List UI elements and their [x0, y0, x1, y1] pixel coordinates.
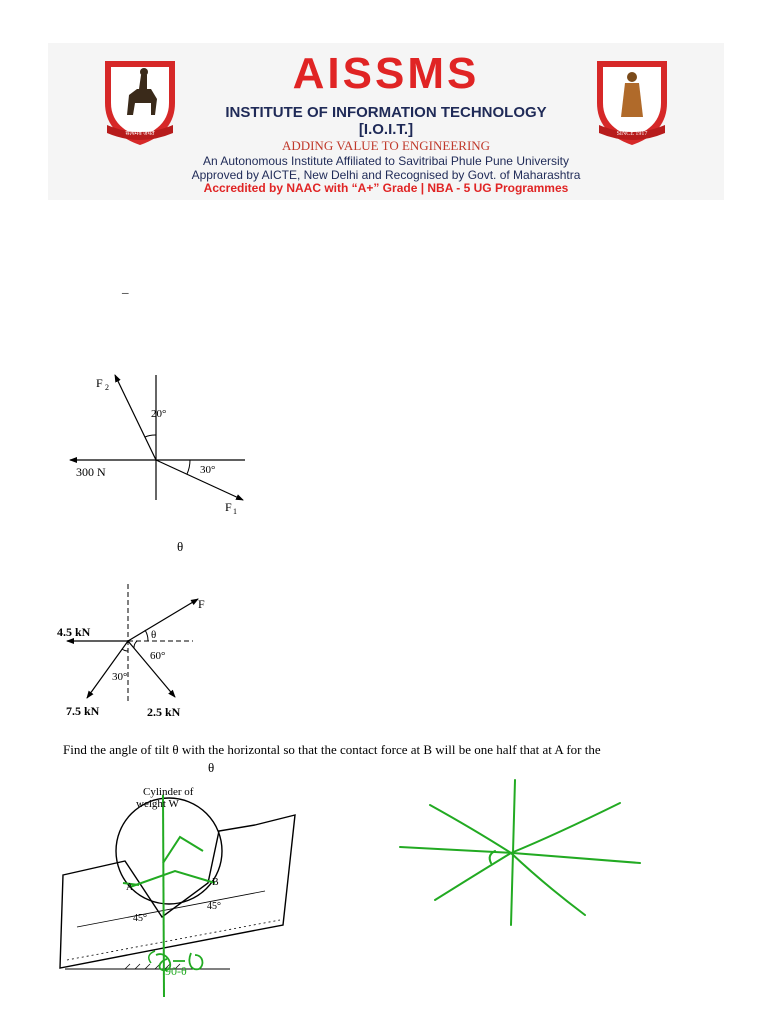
- label-weight: weight W: [136, 798, 179, 810]
- label-angle-20: 20°: [151, 408, 167, 420]
- label-f: F: [198, 597, 205, 611]
- institute-subtitle: INSTITUTE OF INFORMATION TECHNOLOGY: [225, 104, 547, 121]
- label-angle-60: 60°: [150, 650, 166, 662]
- label-angle-45-right: 45°: [207, 901, 221, 912]
- approval-line: Approved by AICTE, New Delhi and Recognised by Govt. of Maharashtra: [191, 168, 581, 182]
- accreditation-line: Accredited by NAAC with “A+” Grade | NBA - 5 UG Programmes: [203, 181, 569, 195]
- header-banner: [48, 43, 724, 200]
- label-point-b: B: [212, 877, 219, 888]
- force-diagram-2: [55, 582, 225, 722]
- theta-symbol-2: θ: [208, 760, 215, 775]
- label-f1-sub: 1: [233, 507, 237, 516]
- label-angle-45-left: 45°: [133, 913, 147, 924]
- cylinder-diagram: [55, 775, 305, 1000]
- affiliation-line: An Autonomous Institute Affiliated to Savitribai Phule Pune University: [203, 154, 569, 168]
- question-text: Find the angle of tilt θ with the horizontal so that the contact force at B will be one half that at A for the: [63, 742, 601, 757]
- handwritten-sketch: [395, 775, 645, 935]
- label-2-5kn: 2.5 kN: [147, 705, 181, 719]
- label-f2: F: [96, 376, 103, 390]
- institute-name: AISSMS: [292, 49, 480, 98]
- label-300n: 300 N: [76, 465, 106, 479]
- label-f2-sub: 2: [105, 383, 109, 392]
- label-theta: θ: [151, 629, 157, 641]
- label-handwritten: 90-θ: [165, 964, 187, 978]
- stray-mark: _: [122, 280, 129, 295]
- svg-text:सत्यमेव जयते: सत्यमेव जयते: [125, 131, 155, 137]
- label-angle-30: 30°: [200, 464, 216, 476]
- theta-symbol: θ: [177, 539, 184, 554]
- label-angle-30b: 30°: [112, 671, 128, 683]
- force-diagram-1: [60, 365, 270, 525]
- svg-text:SINCE 1917: SINCE 1917: [616, 131, 648, 137]
- institute-abbreviation: [I.O.I.T.]: [358, 121, 414, 138]
- institute-tagline: ADDING VALUE TO ENGINEERING: [281, 138, 491, 153]
- label-cylinder: Cylinder of: [143, 786, 194, 798]
- label-f1: F: [225, 500, 232, 514]
- label-point-a: A: [126, 882, 134, 893]
- label-4-5kn: 4.5 kN: [57, 625, 91, 639]
- label-7-5kn: 7.5 kN: [66, 704, 100, 718]
